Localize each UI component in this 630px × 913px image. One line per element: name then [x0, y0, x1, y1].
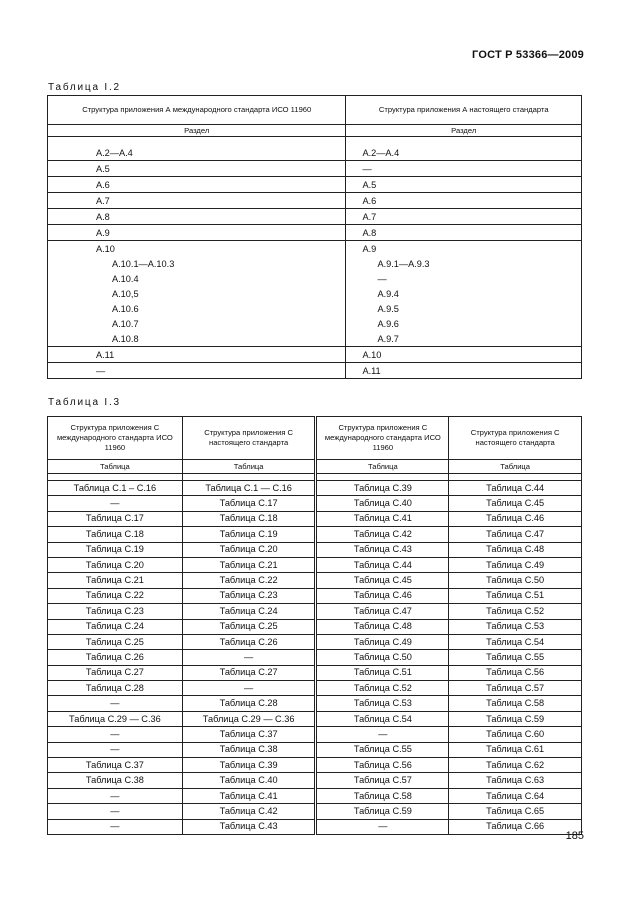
- table3-cell: Таблица С.49: [316, 634, 449, 649]
- table3-cell: Таблица С.60: [449, 727, 582, 742]
- table3-cell: Таблица С.66: [449, 819, 582, 834]
- table2-cell-left: А.5: [48, 161, 346, 177]
- table3-cell: Таблица С.19: [48, 542, 183, 557]
- table3-cell: Таблица С.18: [48, 527, 183, 542]
- table3-cell: —: [316, 819, 449, 834]
- table3-cell: Таблица С.39: [182, 758, 316, 773]
- table3-cell: Таблица С.21: [182, 557, 316, 572]
- table2-cell-left: А.7: [48, 193, 346, 209]
- table2-cell-left: А.2—А.4: [48, 145, 346, 161]
- table2-cell-right: А.5: [346, 177, 582, 193]
- table3-cell: Таблица С.62: [449, 758, 582, 773]
- table3-cell: Таблица С.40: [316, 496, 449, 511]
- table3-cell: Таблица С.63: [449, 773, 582, 788]
- table2-cell-right: А.8: [346, 225, 582, 241]
- table3-cell: Таблица С.46: [449, 511, 582, 526]
- table3-cell: —: [182, 650, 316, 665]
- table3-cell: Таблица С.47: [316, 604, 449, 619]
- table2-cell-right: А.9.1—А.9.3: [346, 256, 582, 271]
- table3-header-1: Структура приложения С международного стандарта ИСО 11960: [48, 417, 183, 460]
- table3-cell: Таблица С.37: [182, 727, 316, 742]
- table3-cell: Таблица С.44: [316, 557, 449, 572]
- table-row: [48, 696, 582, 711]
- table3-cell: Таблица С.38: [48, 773, 183, 788]
- table3-header-4: Структура приложения С настоящего стандарта: [449, 417, 582, 460]
- table-row: [48, 193, 582, 209]
- table-row: [48, 511, 582, 526]
- table3-caption: Таблица I.3: [48, 397, 121, 408]
- table3-cell: Таблица С.43: [316, 542, 449, 557]
- table-row: [48, 209, 582, 225]
- table3: [47, 416, 582, 835]
- table-row: [48, 241, 582, 257]
- table-row: [48, 542, 582, 557]
- table3-cell: Таблица С.51: [449, 588, 582, 603]
- table3-cell: —: [182, 681, 316, 696]
- table2-cell-left: А.10.6: [48, 301, 346, 316]
- table3-cell: Таблица С.59: [449, 711, 582, 726]
- table2-cell-left: А.10.7: [48, 316, 346, 331]
- table-row: [48, 588, 582, 603]
- table3-cell: Таблица С.64: [449, 788, 582, 803]
- table3-cell: Таблица С.58: [316, 788, 449, 803]
- table2-cell-left: А.9: [48, 225, 346, 241]
- table3-cell: Таблица С.41: [182, 788, 316, 803]
- table2-cell-left: А.10: [48, 241, 346, 257]
- table-row: [48, 788, 582, 803]
- table3-cell: —: [48, 496, 183, 511]
- table3-cell: Таблица С.45: [449, 496, 582, 511]
- table2-cell-right: —: [346, 161, 582, 177]
- table-row: [48, 286, 582, 301]
- table3-cell: Таблица С.29 — С.36: [48, 711, 183, 726]
- table3-cell: Таблица С.56: [449, 665, 582, 680]
- table3-cell: Таблица С.47: [449, 527, 582, 542]
- table2-subheader-col2: Раздел: [346, 125, 582, 137]
- table3-cell: Таблица С.55: [449, 650, 582, 665]
- table-row: [48, 619, 582, 634]
- table2-cell-right: А.11: [346, 363, 582, 379]
- table3-cell: Таблица С.25: [48, 634, 183, 649]
- table3-cell: Таблица С.26: [182, 634, 316, 649]
- table3-cell: Таблица С.59: [316, 804, 449, 819]
- table-row: [48, 634, 582, 649]
- table3-cell: Таблица С.20: [48, 557, 183, 572]
- table-row: [48, 804, 582, 819]
- table3-cell: Таблица С.53: [449, 619, 582, 634]
- table2-cell-right: А.7: [346, 209, 582, 225]
- table3-cell: Таблица С.21: [48, 573, 183, 588]
- page-number: 185: [565, 830, 584, 842]
- table3-cell: Таблица С.20: [182, 542, 316, 557]
- table2-cell-right: А.10: [346, 347, 582, 363]
- table3-cell: Таблица С.18: [182, 511, 316, 526]
- table3-cell: Таблица С.61: [449, 742, 582, 757]
- table3-cell: Таблица С.54: [449, 634, 582, 649]
- table3-cell: Таблица С.43: [182, 819, 316, 834]
- table-row: [48, 256, 582, 271]
- table-row: [48, 481, 582, 496]
- table-row: [48, 573, 582, 588]
- table3-cell: Таблица С.22: [48, 588, 183, 603]
- table-row: [48, 331, 582, 347]
- table3-cell: Таблица С.22: [182, 573, 316, 588]
- table3-cell: Таблица С.37: [48, 758, 183, 773]
- table3-header-3: Структура приложения С международного стандарта ИСО 11960: [316, 417, 449, 460]
- table3-cell: Таблица С.57: [316, 773, 449, 788]
- table3-cell: Таблица С.50: [316, 650, 449, 665]
- table3-cell: Таблица С.52: [316, 681, 449, 696]
- table-row: [48, 773, 582, 788]
- table3-cell: Таблица С.48: [316, 619, 449, 634]
- table2-header-col2: Структура приложения А настоящего стандарта: [346, 96, 582, 125]
- table2: [47, 95, 582, 379]
- table3-cell: Таблица С.49: [449, 557, 582, 572]
- table3-cell: Таблица С.42: [316, 527, 449, 542]
- table3-cell: Таблица С.24: [48, 619, 183, 634]
- table2-cell-right: А.9.5: [346, 301, 582, 316]
- table2-cell-left: —: [48, 363, 346, 379]
- table-row: [48, 758, 582, 773]
- table3-cell: Таблица С.42: [182, 804, 316, 819]
- table-row: [48, 347, 582, 363]
- table3-cell: Таблица С.17: [48, 511, 183, 526]
- table3-cell: —: [48, 742, 183, 757]
- table2-cell-left: А.10.1—А.10.3: [48, 256, 346, 271]
- table2-cell-right: А.9.7: [346, 331, 582, 347]
- table-row: [48, 727, 582, 742]
- table-row: [48, 604, 582, 619]
- table3-cell: Таблица С.26: [48, 650, 183, 665]
- table3-cell: Таблица С.53: [316, 696, 449, 711]
- table-row: [48, 271, 582, 286]
- table3-subheader-4: Таблица: [449, 460, 582, 474]
- table-row: [48, 363, 582, 379]
- table3-cell: —: [48, 788, 183, 803]
- table-row: [48, 316, 582, 331]
- table3-cell: —: [48, 804, 183, 819]
- table2-cell-left: А.11: [48, 347, 346, 363]
- table-row: [48, 650, 582, 665]
- table-row: [48, 742, 582, 757]
- table3-cell: Таблица С.23: [48, 604, 183, 619]
- table-row: [48, 301, 582, 316]
- table3-cell: Таблица С.50: [449, 573, 582, 588]
- table2-caption: Таблица I.2: [48, 82, 121, 93]
- table3-subheader-3: Таблица: [316, 460, 449, 474]
- table-row: [48, 527, 582, 542]
- table2-cell-left: А.6: [48, 177, 346, 193]
- table2-cell-left: А.8: [48, 209, 346, 225]
- table3-cell: Таблица С.27: [182, 665, 316, 680]
- table2-subheader-col1: Раздел: [48, 125, 346, 137]
- table-row: [48, 819, 582, 834]
- table3-cell: Таблица С.17: [182, 496, 316, 511]
- table-row: [48, 557, 582, 572]
- table-row: [48, 665, 582, 680]
- table3-cell: Таблица С.46: [316, 588, 449, 603]
- table3-cell: Таблица С.1 – С.16: [48, 481, 183, 496]
- table3-cell: Таблица С.65: [449, 804, 582, 819]
- table3-cell: —: [48, 819, 183, 834]
- table2-cell-left: А.10.4: [48, 271, 346, 286]
- table3-cell: Таблица С.54: [316, 711, 449, 726]
- table3-cell: Таблица С.57: [449, 681, 582, 696]
- table3-cell: Таблица С.25: [182, 619, 316, 634]
- table-row: [48, 161, 582, 177]
- table-row: [48, 496, 582, 511]
- table3-cell: Таблица С.24: [182, 604, 316, 619]
- table3-cell: —: [48, 727, 183, 742]
- table3-subheader-2: Таблица: [182, 460, 316, 474]
- table3-cell: —: [316, 727, 449, 742]
- table3-cell: Таблица С.44: [449, 481, 582, 496]
- table2-cell-left: А.10,5: [48, 286, 346, 301]
- table2-header-col1: Структура приложения А международного стандарта ИСО 11960: [48, 96, 346, 125]
- table-row: [48, 225, 582, 241]
- table3-cell: Таблица С.19: [182, 527, 316, 542]
- table2-cell-right: А.9.6: [346, 316, 582, 331]
- table3-cell: Таблица С.48: [449, 542, 582, 557]
- table3-cell: Таблица С.41: [316, 511, 449, 526]
- table3-cell: Таблица С.52: [449, 604, 582, 619]
- table-row: [48, 681, 582, 696]
- table3-cell: Таблица С.45: [316, 573, 449, 588]
- table3-cell: —: [48, 696, 183, 711]
- table3-cell: Таблица С.1 — С.16: [182, 481, 316, 496]
- table-row: [48, 145, 582, 161]
- table2-cell-right: А.2—А.4: [346, 145, 582, 161]
- table2-cell-right: —: [346, 271, 582, 286]
- table3-cell: Таблица С.39: [316, 481, 449, 496]
- table3-cell: Таблица С.28: [182, 696, 316, 711]
- table3-cell: Таблица С.55: [316, 742, 449, 757]
- table3-header-2: Структура приложения С настоящего стандарта: [182, 417, 316, 460]
- table3-cell: Таблица С.28: [48, 681, 183, 696]
- table3-cell: Таблица С.51: [316, 665, 449, 680]
- table2-cell-left: А.10.8: [48, 331, 346, 347]
- table3-cell: Таблица С.29 — С.36: [182, 711, 316, 726]
- table2-cell-right: А.6: [346, 193, 582, 209]
- table3-cell: Таблица С.56: [316, 758, 449, 773]
- table3-cell: Таблица С.58: [449, 696, 582, 711]
- table3-cell: Таблица С.38: [182, 742, 316, 757]
- table-row: [48, 711, 582, 726]
- table3-cell: Таблица С.27: [48, 665, 183, 680]
- table2-cell-right: А.9: [346, 241, 582, 257]
- table-row: [48, 177, 582, 193]
- standard-designation: ГОСТ Р 53366—2009: [472, 49, 584, 61]
- table2-cell-right: А.9.4: [346, 286, 582, 301]
- table3-cell: Таблица С.23: [182, 588, 316, 603]
- table3-cell: Таблица С.40: [182, 773, 316, 788]
- table3-subheader-1: Таблица: [48, 460, 183, 474]
